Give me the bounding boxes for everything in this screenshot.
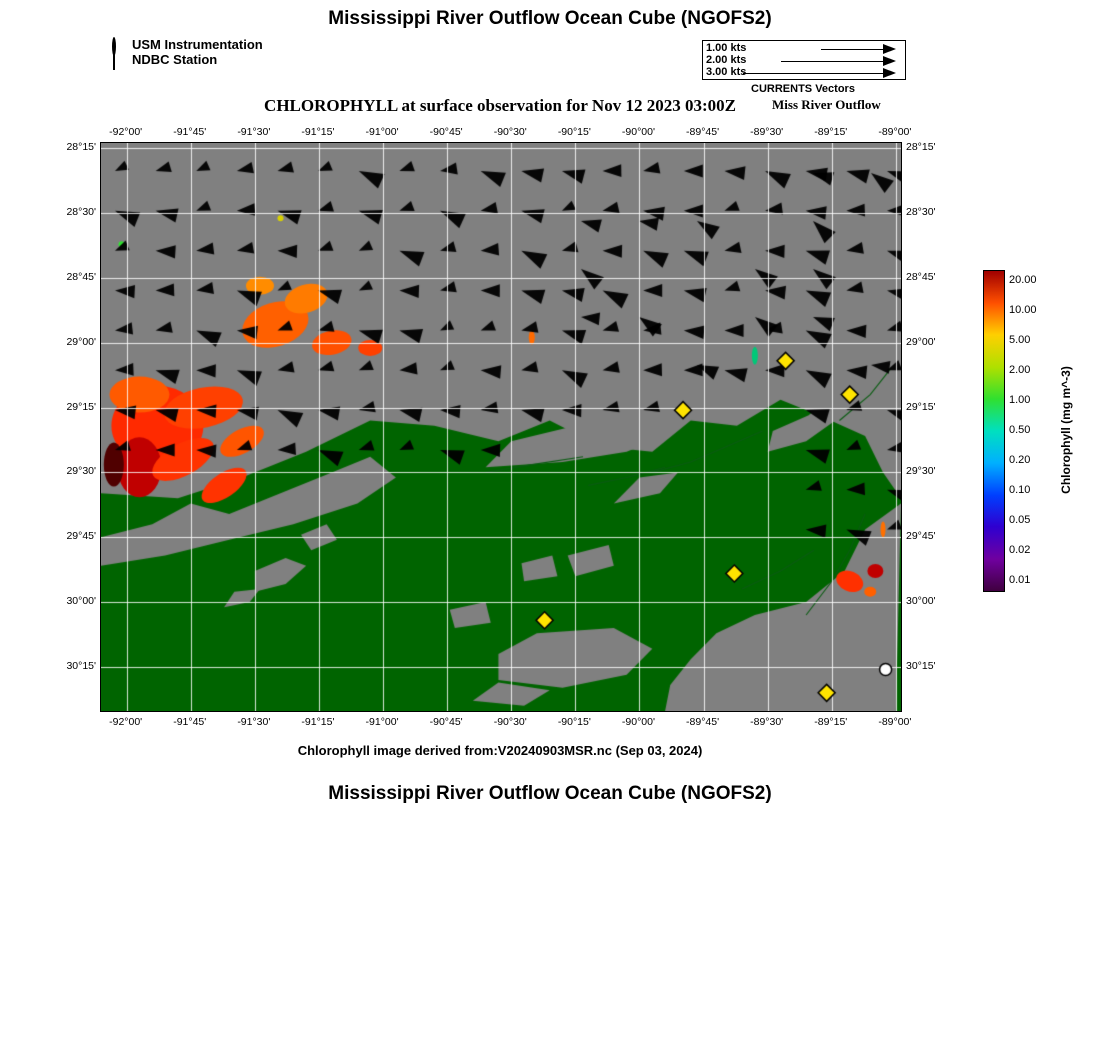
lon-tick-label: -90°00' — [621, 716, 655, 728]
lon-tick-label: -90°45' — [429, 716, 463, 728]
lat-tick-label: 28°15' — [66, 141, 96, 154]
page-title: Mississippi River Outflow Ocean Cube (NGOFS2) — [328, 8, 772, 29]
lon-tick-label: -90°30' — [493, 716, 527, 728]
lon-tick-label: -89°30' — [750, 716, 784, 728]
outflow-annotation: Miss River Outflow — [772, 97, 881, 112]
colorbar-gradient — [983, 270, 1005, 592]
vector-arrowhead-icon — [883, 68, 896, 78]
lat-tick-label: 29°45' — [66, 530, 96, 543]
colorbar-tick-label: 10.00 — [1009, 304, 1037, 316]
colorbar-tick-label: 5.00 — [1009, 334, 1031, 346]
chart-title: CHLOROPHYLL at surface observation for Nov 12 2023 03:00Z — [264, 96, 736, 115]
legend-item-ndbc — [112, 52, 217, 67]
colorbar-tick-label: 0.20 — [1009, 454, 1031, 466]
lon-tick-label: -91°15' — [301, 126, 335, 138]
vector-key-label: 1.00 kts — [706, 42, 747, 54]
lat-tick-label: 30°00' — [66, 595, 96, 608]
lon-tick-label: -89°00' — [878, 716, 912, 728]
lat-tick-label: 29°30' — [906, 465, 936, 478]
axis-right-latitude — [900, 141, 936, 710]
lon-tick-label: -91°45' — [173, 126, 207, 138]
lat-tick-label: 28°15' — [906, 141, 936, 154]
vector-key-caption: CURRENTS Vectors — [751, 83, 855, 95]
colorbar-tick-label: 1.00 — [1009, 394, 1031, 406]
lon-tick-label: -91°30' — [237, 716, 271, 728]
lat-tick-label: 29°00' — [66, 335, 96, 348]
colorbar-title: Chlorophyll (mg m^-3) — [1059, 366, 1073, 494]
lon-tick-label: -92°00' — [109, 126, 143, 138]
lon-tick-label: -89°45' — [686, 716, 720, 728]
vector-shaft — [743, 73, 883, 74]
vector-key-row — [703, 67, 905, 79]
lat-tick-label: 30°15' — [66, 659, 96, 672]
colorbar-tick-label: 0.02 — [1009, 544, 1031, 556]
colorbar-tick-label: 0.05 — [1009, 514, 1031, 526]
axis-top-longitude — [100, 126, 912, 140]
lat-tick-label: 29°30' — [66, 465, 96, 478]
legend-label-usm: USM Instrumentation — [132, 37, 263, 52]
lon-tick-label: -91°15' — [301, 716, 335, 728]
lat-tick-label: 28°30' — [906, 206, 936, 219]
lon-tick-label: -89°00' — [878, 126, 912, 138]
footer-title: Mississippi River Outflow Ocean Cube (NGOFS2) — [328, 783, 772, 804]
lat-tick-label: 28°30' — [66, 206, 96, 219]
lat-tick-label: 29°45' — [906, 530, 936, 543]
colorbar-tick-label: 0.01 — [1009, 574, 1031, 586]
lon-tick-label: -91°00' — [365, 126, 399, 138]
vector-shaft — [821, 49, 883, 50]
axis-left-latitude — [66, 141, 101, 710]
currents-vector-key — [702, 40, 906, 80]
diamond-marker-icon — [112, 54, 115, 69]
chlorophyll-map-canvas[interactable] — [101, 143, 901, 711]
lon-tick-label: -89°30' — [750, 126, 784, 138]
lat-tick-label: 29°15' — [66, 400, 96, 413]
lon-tick-label: -92°00' — [109, 716, 143, 728]
lon-tick-label: -90°15' — [557, 126, 591, 138]
lon-tick-label: -90°30' — [493, 126, 527, 138]
lon-tick-label: -89°15' — [814, 716, 848, 728]
lat-tick-label: 28°45' — [66, 270, 96, 283]
vector-arrowhead-icon — [883, 56, 896, 66]
lat-tick-label: 29°00' — [906, 335, 936, 348]
lon-tick-label: -91°45' — [173, 716, 207, 728]
map-plot-area[interactable] — [100, 142, 902, 712]
lon-tick-label: -89°45' — [686, 126, 720, 138]
lat-tick-label: 30°15' — [906, 659, 936, 672]
lon-tick-label: -89°15' — [814, 126, 848, 138]
colorbar-tick-label: 0.50 — [1009, 424, 1031, 436]
lon-tick-label: -90°45' — [429, 126, 463, 138]
legend-label-ndbc: NDBC Station — [132, 52, 218, 67]
colorbar-tick-label: 2.00 — [1009, 364, 1031, 376]
legend-item-usm — [112, 37, 263, 52]
lon-tick-label: -90°00' — [621, 126, 655, 138]
lon-tick-label: -91°30' — [237, 126, 271, 138]
vector-key-label: 2.00 kts — [706, 54, 747, 66]
vector-shaft — [781, 61, 883, 62]
colorbar-tick-label: 20.00 — [1009, 274, 1037, 286]
axis-bottom-longitude — [100, 716, 912, 730]
vector-key-label: 3.00 kts — [706, 66, 747, 78]
lat-tick-label: 29°15' — [906, 400, 936, 413]
lon-tick-label: -91°00' — [365, 716, 399, 728]
vector-arrowhead-icon — [883, 44, 896, 54]
colorbar-tick-label: 0.10 — [1009, 484, 1031, 496]
lon-tick-label: -90°15' — [557, 716, 591, 728]
lat-tick-label: 30°00' — [906, 595, 936, 608]
lat-tick-label: 28°45' — [906, 270, 936, 283]
source-note: Chlorophyll image derived from:V20240903MSR.nc (Sep 03, 2024) — [297, 743, 703, 758]
